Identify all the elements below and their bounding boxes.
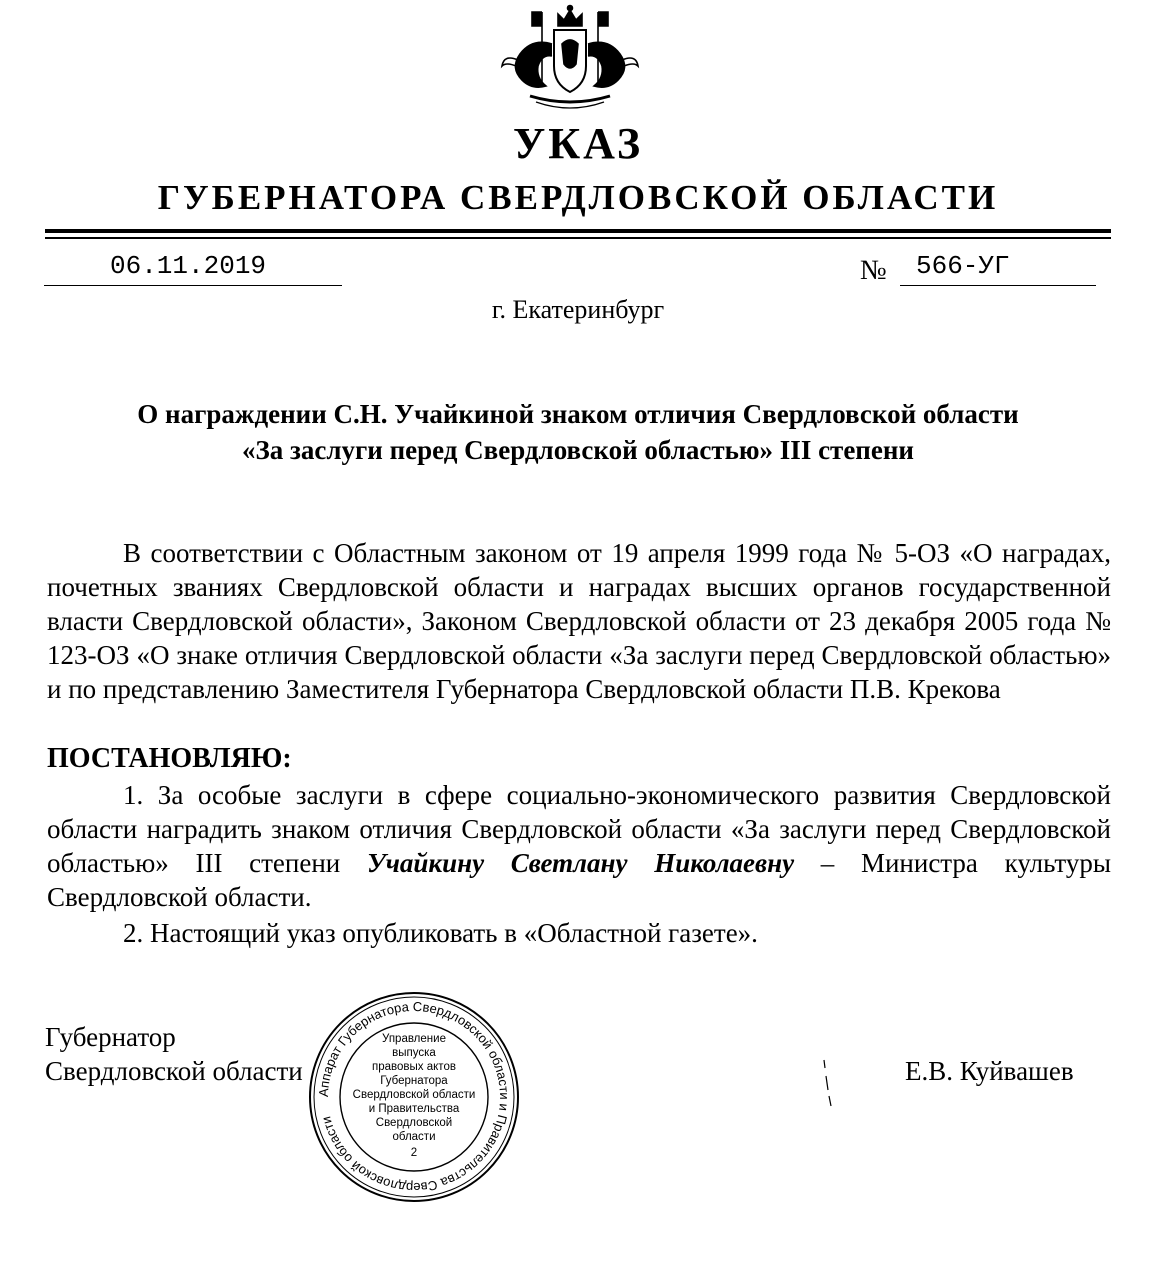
stamp-line: области xyxy=(392,1131,436,1143)
stamp-line: выпуска xyxy=(392,1047,436,1059)
stamp-line: правовых актов xyxy=(372,1061,456,1073)
stamp-line: Свердловской xyxy=(375,1117,453,1129)
stamp-line: Свердловской области xyxy=(352,1089,476,1101)
header-rule-thick xyxy=(45,229,1111,233)
header-rule-thin xyxy=(45,237,1111,239)
issuer-title: ГУБЕРНАТОРА СВЕРДЛОВСКОЙ ОБЛАСТИ xyxy=(157,178,999,217)
signer-title-line-2: Свердловской области xyxy=(45,1056,303,1086)
decree-heading xyxy=(45,396,1111,468)
item-1-paragraph xyxy=(47,778,1111,914)
stamp-line: 2 xyxy=(410,1147,418,1159)
signer-title xyxy=(45,1020,303,1088)
document-type-title: УКАЗ xyxy=(512,119,644,168)
date-underline xyxy=(44,285,342,286)
item-1-position: – Министра культуры Свердловской области. xyxy=(47,848,1112,912)
heading-line-2: «За заслуги перед Свердловской областью» III степени xyxy=(242,435,914,465)
heading-line-1: О награждении С.Н. Учайкиной знаком отличия Свердловской области xyxy=(137,399,1019,429)
item-1-text: 1. За особые заслуги в сфере социально-экономического развития Свердловской области наградить знаком отличия Свердловской области «За заслуги перед Свердловской областью» III степени xyxy=(47,780,1111,878)
decree-date: 06.11.2019 xyxy=(110,251,267,281)
stamp-line: Управление xyxy=(382,1033,446,1045)
item-2-paragraph: 2. Настоящий указ опубликовать в «Областной газете». xyxy=(123,918,758,948)
decree-number: 566-УГ xyxy=(916,251,1010,281)
coat-of-arms-emblem xyxy=(496,4,644,116)
awardee-name: Учайкину Светлану Николаевну xyxy=(366,848,795,878)
preamble-paragraph: В соответствии с Областным законом от 19 апреля 1999 года № 5-ОЗ «О наградах, почетных званиях Свердловской области и наградах высших органов государственной власти Свердловской области», Законом Свердловской области от 23 декабря 2005 года № 123-ОЗ «О знаке отличия Свердловской области «За заслуги перед Свердловской областью» и по представлению Заместителя Губернатора Свердловской области П.В. Крекова xyxy=(47,538,1111,704)
stamp-ring-text: Аппарат Губернатора Свердловской области и Правительства Свердловской области xyxy=(315,998,513,1196)
city-line: г. Екатеринбург xyxy=(491,295,665,324)
official-stamp xyxy=(306,990,522,1204)
signer-name: Е.В. Куйвашев xyxy=(905,1056,1074,1086)
number-sign: № xyxy=(860,255,887,286)
stamp-line: и Правительства xyxy=(368,1103,460,1115)
resolve-heading: ПОСТАНОВЛЯЮ: xyxy=(47,743,292,774)
signer-title-line-1: Губернатор xyxy=(45,1022,176,1052)
number-underline xyxy=(900,285,1096,286)
stamp-line: Губернатора xyxy=(380,1075,448,1087)
signature-mark xyxy=(818,1058,838,1108)
